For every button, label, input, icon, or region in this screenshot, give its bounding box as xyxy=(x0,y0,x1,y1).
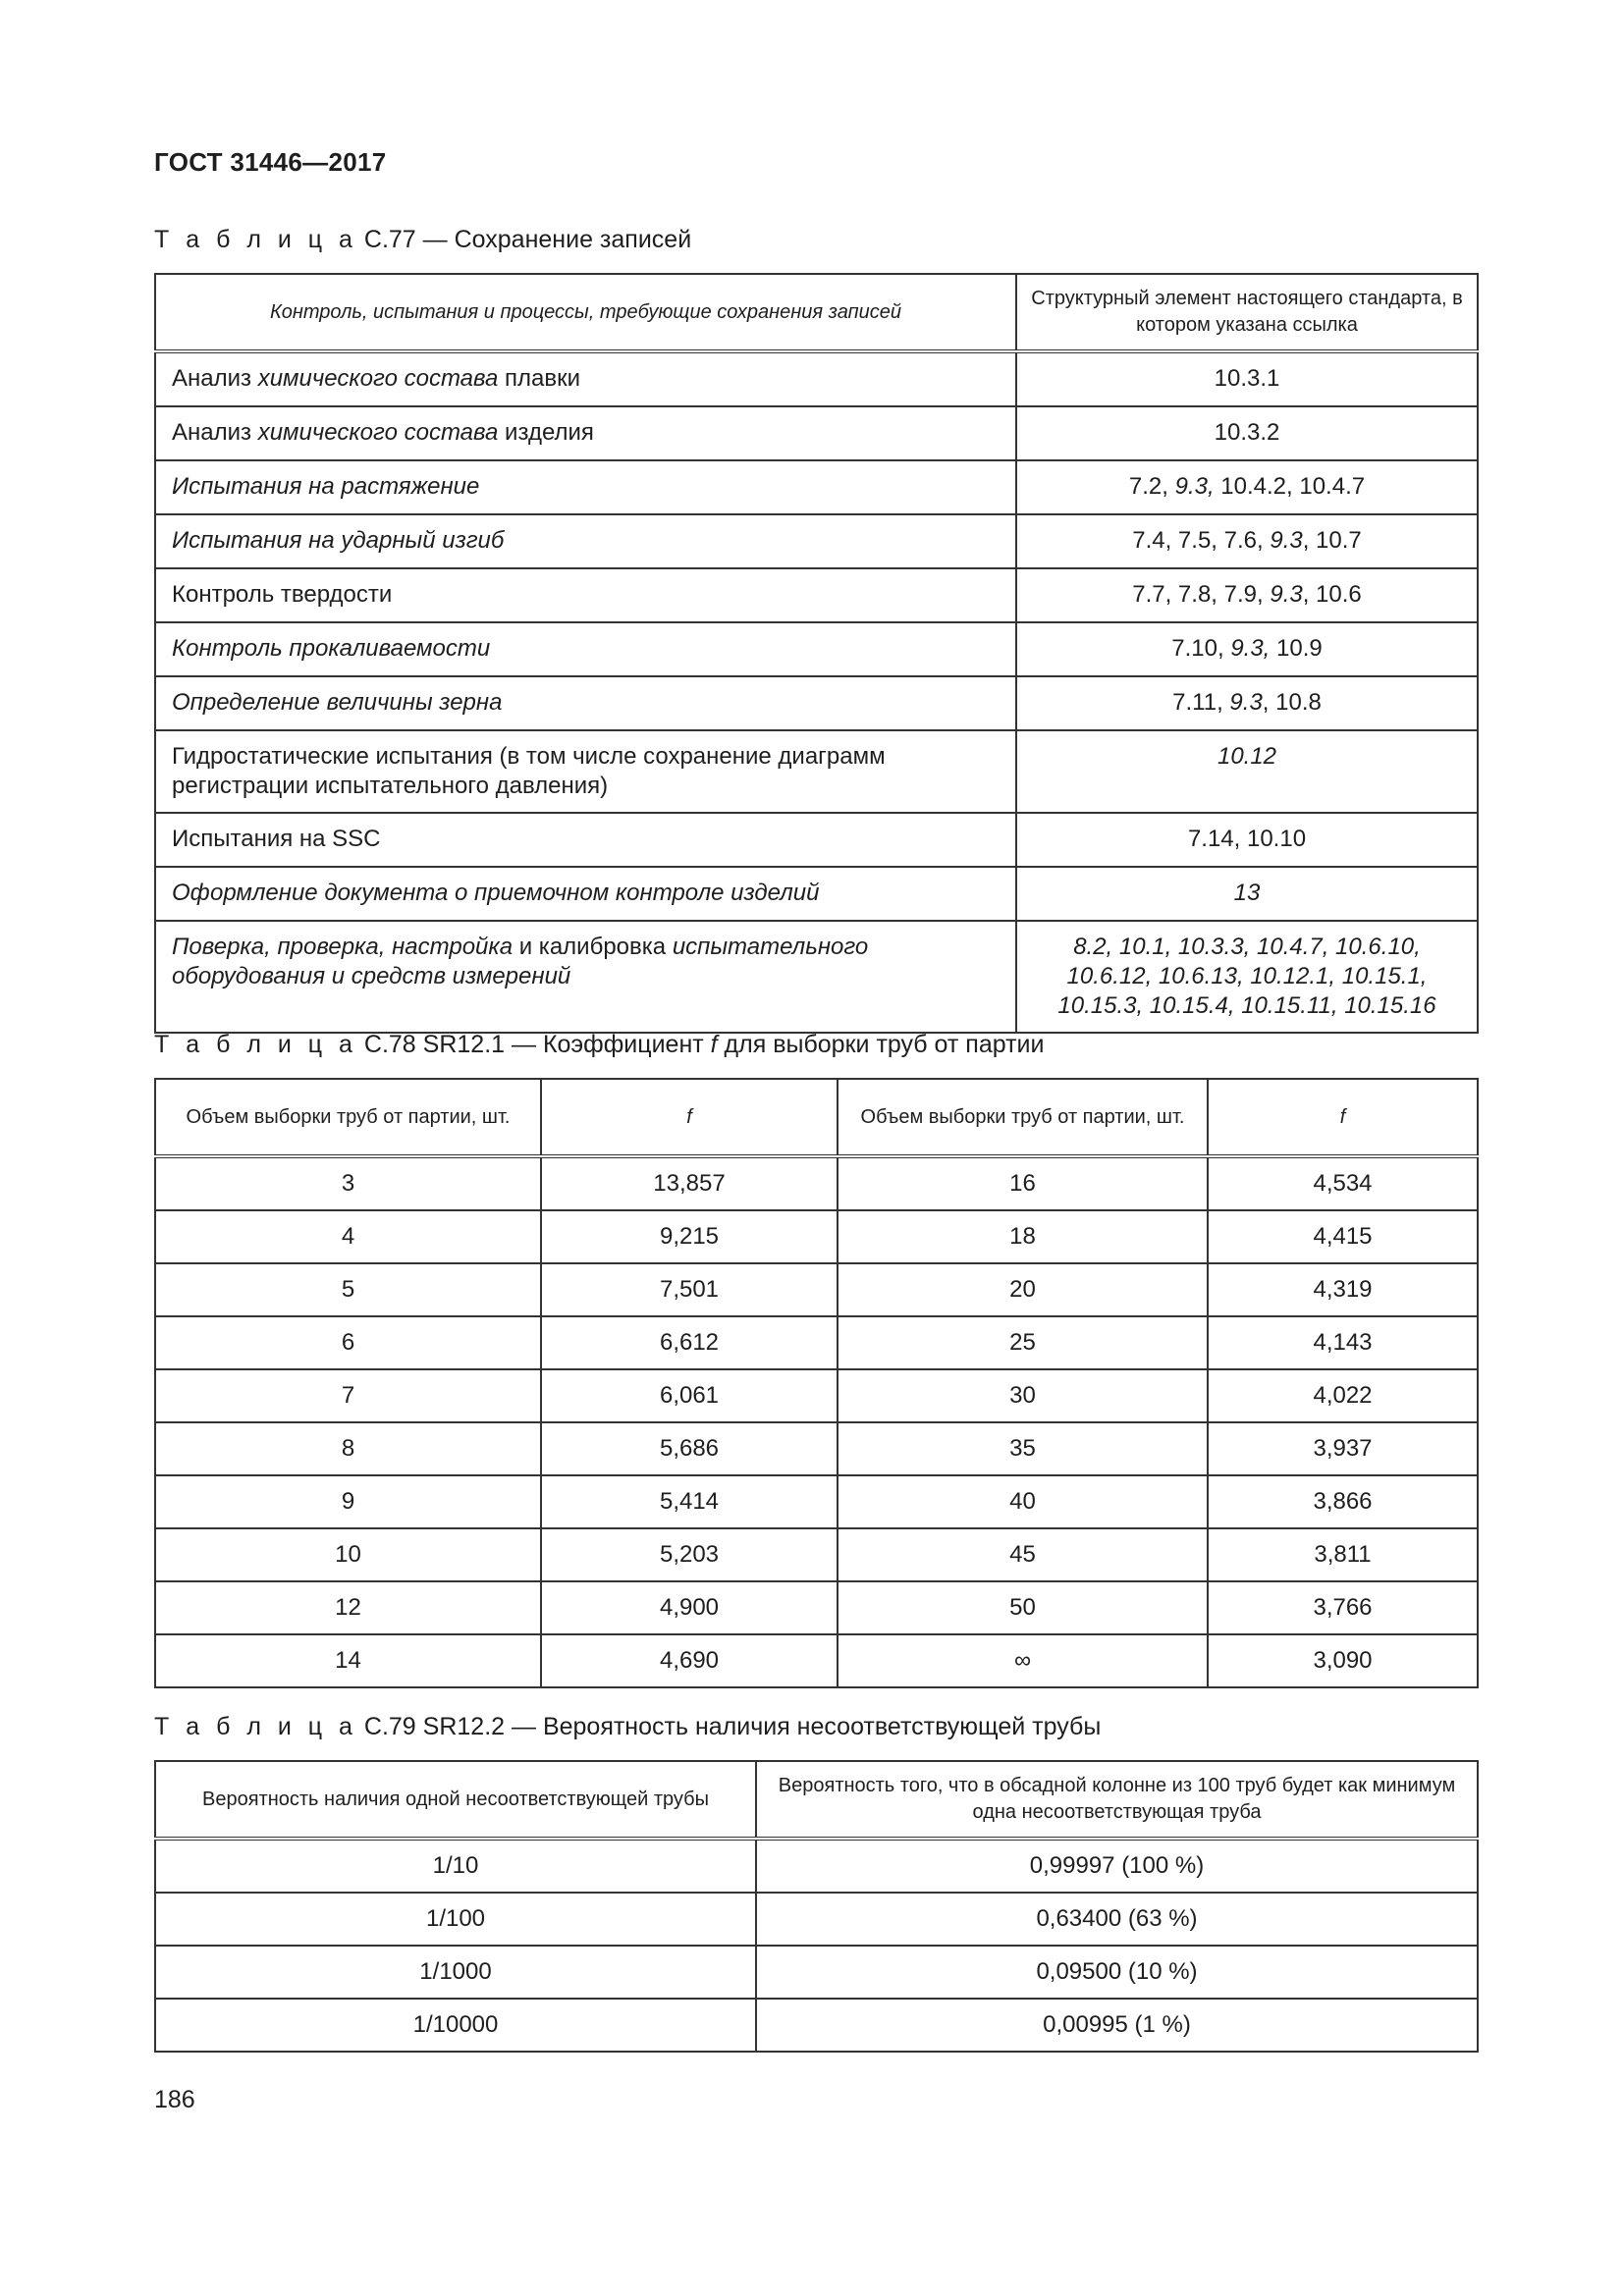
table-cell: 9,215 xyxy=(541,1210,838,1263)
table-row xyxy=(155,730,1478,813)
table-cell: 0,99997 (100 %) xyxy=(756,1839,1478,1893)
table-cell: 10.3.2 xyxy=(1016,406,1478,460)
table-cell: 4,319 xyxy=(1208,1263,1478,1316)
table-cell: 0,00995 (1 %) xyxy=(756,1999,1478,2052)
table-row xyxy=(155,1316,1478,1369)
table-row xyxy=(155,867,1478,921)
table-cell: 5,203 xyxy=(541,1528,838,1581)
table-cell: 25 xyxy=(838,1316,1208,1369)
table-cell: 14 xyxy=(155,1634,541,1687)
table-cell: 7.4, 7.5, 7.6, 9.3, 10.7 xyxy=(1016,514,1478,568)
table-row xyxy=(155,622,1478,676)
table79-caption-prefix: Т а б л и ц а xyxy=(154,1713,357,1740)
table-cell: 0,63400 (63 %) xyxy=(756,1893,1478,1946)
table-cell: 5,686 xyxy=(541,1422,838,1475)
table-cell: 6 xyxy=(155,1316,541,1369)
table77-caption-prefix: Т а б л и ц а xyxy=(154,226,357,253)
table-cell: 6,061 xyxy=(541,1369,838,1422)
table79-caption-text: С.79 SR12.2 — Вероятность наличия несоответствующей трубы xyxy=(363,1713,1102,1740)
table-cell: 7.14, 10.10 xyxy=(1016,813,1478,867)
table-row xyxy=(155,1156,1478,1210)
table-row xyxy=(155,351,1478,406)
table-cell: Анализ химического состава изделия xyxy=(155,406,1016,460)
table-cell: Испытания на SSC xyxy=(155,813,1016,867)
table-row xyxy=(155,1210,1478,1263)
table-cell: 1/10000 xyxy=(155,1999,756,2052)
table-cell: 1/10 xyxy=(155,1839,756,1893)
table-cell: 8 xyxy=(155,1422,541,1475)
table-cell: 3,090 xyxy=(1208,1634,1478,1687)
table-cell: 3,937 xyxy=(1208,1422,1478,1475)
table-cell: Определение величины зерна xyxy=(155,676,1016,730)
table-cell: 13 xyxy=(1016,867,1478,921)
table-cell: 1/1000 xyxy=(155,1946,756,1999)
table78-header-sample-size: Объем выборки труб от партии, шт. xyxy=(155,1079,541,1156)
table79-caption xyxy=(154,1713,1101,1741)
table-cell: 4 xyxy=(155,1210,541,1263)
table-cell: Оформление документа о приемочном контроле изделий xyxy=(155,867,1016,921)
table-row xyxy=(155,460,1478,514)
table-cell: 3,866 xyxy=(1208,1475,1478,1528)
table-cell: 18 xyxy=(838,1210,1208,1263)
table-cell: 4,690 xyxy=(541,1634,838,1687)
table-row xyxy=(155,1422,1478,1475)
table-probability xyxy=(154,1760,1479,2053)
table-cell: 7.2, 9.3, 10.4.2, 10.4.7 xyxy=(1016,460,1478,514)
table78-header-f: f xyxy=(1208,1079,1478,1156)
table-cell: 35 xyxy=(838,1422,1208,1475)
table-cell: 50 xyxy=(838,1581,1208,1634)
table-row xyxy=(155,568,1478,622)
table-cell: 4,022 xyxy=(1208,1369,1478,1422)
document-header: ГОСТ 31446—2017 xyxy=(154,147,387,177)
table-row xyxy=(155,1946,1478,1999)
table-cell: 20 xyxy=(838,1263,1208,1316)
table78-header-sample-size: Объем выборки труб от партии, шт. xyxy=(838,1079,1208,1156)
table-cell: 4,143 xyxy=(1208,1316,1478,1369)
table-cell: 13,857 xyxy=(541,1156,838,1210)
table-row xyxy=(155,1634,1478,1687)
table-row xyxy=(155,1528,1478,1581)
table-cell: 4,900 xyxy=(541,1581,838,1634)
table-cell: 7.10, 9.3, 10.9 xyxy=(1016,622,1478,676)
table-cell: Гидростатические испытания (в том числе сохранение диаграмм регистрации испытательного давления) xyxy=(155,730,1016,813)
table-row xyxy=(155,406,1478,460)
table-cell: 4,534 xyxy=(1208,1156,1478,1210)
table-cell: 6,612 xyxy=(541,1316,838,1369)
table-row xyxy=(155,921,1478,1033)
table-header-row xyxy=(155,274,1478,351)
table79-col2-header: Вероятность того, что в обсадной колонне из 100 труб будет как минимум одна несоответствующая труба xyxy=(756,1761,1478,1839)
table-coefficient-f xyxy=(154,1078,1479,1688)
table-cell: 7.11, 9.3, 10.8 xyxy=(1016,676,1478,730)
table-cell: 40 xyxy=(838,1475,1208,1528)
table-cell: 12 xyxy=(155,1581,541,1634)
table-cell: 3,811 xyxy=(1208,1528,1478,1581)
table-row xyxy=(155,813,1478,867)
table-row xyxy=(155,676,1478,730)
table-cell: Анализ химического состава плавки xyxy=(155,351,1016,406)
table-row xyxy=(155,514,1478,568)
table-cell: 4,415 xyxy=(1208,1210,1478,1263)
table-row xyxy=(155,1839,1478,1893)
table77-caption xyxy=(154,226,691,254)
table-cell: 5 xyxy=(155,1263,541,1316)
table-row xyxy=(155,1263,1478,1316)
table-row xyxy=(155,1581,1478,1634)
table-cell: ∞ xyxy=(838,1634,1208,1687)
table79-col1-header: Вероятность наличия одной несоответствующей трубы xyxy=(155,1761,756,1839)
table78-caption: Т а б л и ц а С.78 SR12.1 — Коэффициент f для выборки труб от партии xyxy=(154,1031,1045,1058)
table-cell: 10 xyxy=(155,1528,541,1581)
table-cell: 10.3.1 xyxy=(1016,351,1478,406)
table-cell: 30 xyxy=(838,1369,1208,1422)
table77-caption-text: С.77 — Сохранение записей xyxy=(363,226,692,253)
table-row xyxy=(155,1475,1478,1528)
table77-col1-header: Контроль, испытания и процессы, требующие сохранения записей xyxy=(155,274,1016,351)
table-cell: 3,766 xyxy=(1208,1581,1478,1634)
table-cell: 7 xyxy=(155,1369,541,1422)
table-row xyxy=(155,1999,1478,2052)
table-row xyxy=(155,1369,1478,1422)
table78-caption-prefix: Т а б л и ц а xyxy=(154,1031,357,1058)
table-cell: 8.2, 10.1, 10.3.3, 10.4.7, 10.6.10, 10.6.12, 10.6.13, 10.12.1, 10.15.1, 10.15.3, 10.15.4, 10.15.11, 10.15.16 xyxy=(1016,921,1478,1033)
table-cell: 7,501 xyxy=(541,1263,838,1316)
table-cell: 10.12 xyxy=(1016,730,1478,813)
table-cell: 1/100 xyxy=(155,1893,756,1946)
table-cell: Поверка, проверка, настройка и калибровка испытательного оборудования и средств измерений xyxy=(155,921,1016,1033)
page-number: 186 xyxy=(154,2086,195,2113)
table-cell: 9 xyxy=(155,1475,541,1528)
table-cell: 5,414 xyxy=(541,1475,838,1528)
table-cell: Испытания на ударный изгиб xyxy=(155,514,1016,568)
table-cell: 0,09500 (10 %) xyxy=(756,1946,1478,1999)
table-cell: Контроль прокаливаемости xyxy=(155,622,1016,676)
table-header-row xyxy=(155,1761,1478,1839)
table-header-row xyxy=(155,1079,1478,1156)
table-row xyxy=(155,1893,1478,1946)
table-cell: 45 xyxy=(838,1528,1208,1581)
table-cell: 16 xyxy=(838,1156,1208,1210)
table-cell: Испытания на растяжение xyxy=(155,460,1016,514)
table-records xyxy=(154,273,1479,1034)
table-cell: 3 xyxy=(155,1156,541,1210)
table-cell: Контроль твердости xyxy=(155,568,1016,622)
table-cell: 7.7, 7.8, 7.9, 9.3, 10.6 xyxy=(1016,568,1478,622)
table78-header-f: f xyxy=(541,1079,838,1156)
table77-col2-header: Структурный элемент настоящего стандарта, в котором указана ссылка xyxy=(1016,274,1478,351)
